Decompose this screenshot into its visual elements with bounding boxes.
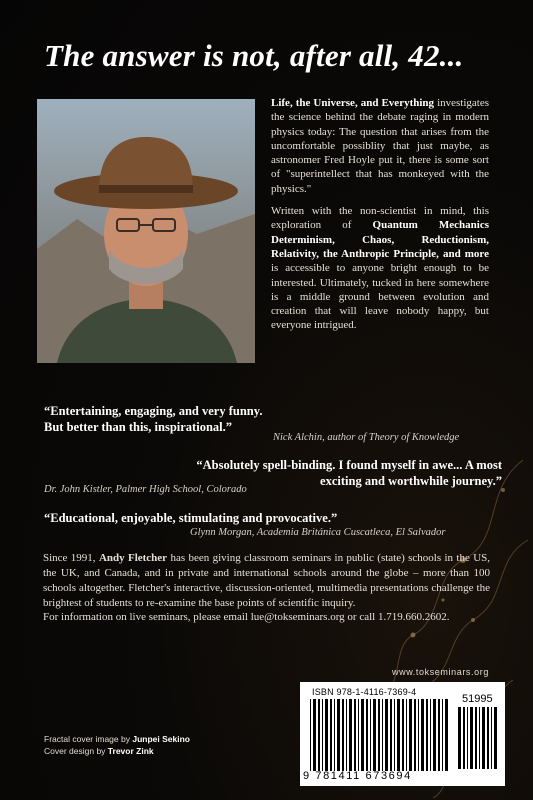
quote-2-line-1: “Absolutely spell-binding. I found myself in awe... A most [196, 458, 502, 472]
fractal-credit-name: Junpei Sekino [132, 734, 190, 744]
design-credit [44, 745, 190, 757]
quote-1-attribution: Nick Alchin, author of Theory of Knowledge [273, 432, 460, 443]
price-barcode-bars [458, 707, 500, 769]
barcode-bar [337, 699, 340, 771]
description-paragraph-2 [271, 204, 489, 333]
barcode-box [300, 682, 505, 786]
barcode-bar [390, 699, 392, 771]
barcode-bar [406, 699, 407, 771]
bio-text-a: Since 1991, [43, 552, 96, 564]
quote-3-line-1: “Educational, enjoyable, stimulating and provocative.” [44, 511, 338, 525]
design-credit-name: Trevor Zink [107, 746, 154, 757]
barcode-bar [322, 699, 323, 771]
barcode-bar [382, 699, 383, 771]
quote-1 [44, 403, 262, 436]
quote-2-attribution: Dr. John Kistler, Palmer High School, Colorado [44, 484, 247, 495]
barcode-bar [418, 699, 419, 771]
barcode-bar [475, 707, 477, 769]
headline: The answer is not, after all, 42... [44, 38, 464, 73]
barcode-bar [330, 699, 332, 771]
barcode-bar [334, 699, 335, 771]
barcode-bar [325, 699, 328, 771]
contact-info: For information on live seminars, please email lue@tokseminars.org or call 1.719.660.2602. [43, 611, 450, 624]
book-title: Life, the Universe, and Everything [271, 97, 435, 109]
barcode-bar [318, 699, 320, 771]
barcode-bar [426, 699, 428, 771]
author-name: Andy Fletcher [98, 552, 168, 564]
barcode-bar [479, 707, 480, 769]
description-text-2a: Written with the non-scientist in mind, this exploration of [271, 205, 489, 232]
barcode-bar [402, 699, 404, 771]
author-photo [37, 99, 255, 363]
quote-2-line-2: exciting and worthwhile journey.” [320, 474, 502, 489]
barcode-bar [366, 699, 368, 771]
description-text-1: investigates the science behind the debate raging in modern physics today: The question that arises from the uncomfortable possiblity that just maybe, as astronomer Fred Hoyle put it, there is some sort of "superintellect that has monkeyed with the physics." [271, 97, 489, 195]
barcode-bar [458, 707, 461, 769]
design-credit-text: Cover design by [44, 746, 106, 757]
description-paragraph-1 [271, 96, 489, 196]
barcode-bar [310, 699, 311, 771]
barcode-bar [482, 707, 485, 769]
barcode-bar [373, 699, 376, 771]
barcode-bar [414, 699, 416, 771]
quote-1-line-2: But better than this, inspirational.” [44, 420, 232, 435]
description-text-2b: is accessible to anyone bright enough to be interested. Ultimately, tucked in here somewhere is a middle ground between evolution and creation that will leave nobody happy, but everyone intrigued. [271, 262, 489, 332]
quote-3 [44, 510, 337, 526]
barcode-bar [397, 699, 400, 771]
barcode-bar [342, 699, 344, 771]
topic-list: Quantum Mechanics Determinism, Chaos, Reductionism, Relativity, the Anthropic Principle, and more [271, 219, 489, 260]
barcode-digits: 9 781411 673694 [303, 770, 412, 782]
barcode-bar [487, 707, 489, 769]
barcode-bar [349, 699, 352, 771]
bio-paragraph [43, 551, 490, 610]
barcode-bar [494, 707, 497, 769]
book-description [271, 96, 489, 341]
barcode-bar [467, 707, 468, 769]
barcode-bar [470, 707, 473, 769]
barcode-bar [433, 699, 436, 771]
barcode-bar [409, 699, 412, 771]
barcode-bar [394, 699, 395, 771]
fractal-credit-text: Fractal cover image by [44, 734, 130, 744]
barcode-bar [430, 699, 431, 771]
cover-credits [44, 733, 190, 758]
price-code: 51995 [462, 693, 493, 705]
barcode-bar [361, 699, 364, 771]
quote-3-attribution: Glynn Morgan, Academia Británica Cuscatleca, El Salvador [190, 527, 446, 538]
barcode-bar [358, 699, 359, 771]
barcode-bar [370, 699, 371, 771]
bio-text-b: has been giving classroom seminars in public (state) schools in the US, the UK, and Canada, and in private and international schools around the globe – more than 100 schools altogether. Fletcher's interactive, discussion-oriented, multimedia presentations challenge the brightest of students to re-examine the base points of scientific inquiry. [43, 552, 491, 609]
barcode-bar [491, 707, 492, 769]
isbn-text: ISBN 978-1-4116-7369-4 [312, 687, 417, 697]
barcode-bar [463, 707, 465, 769]
barcode-bar [421, 699, 424, 771]
barcode-bar [354, 699, 356, 771]
fractal-credit [44, 733, 190, 745]
barcode-bars [310, 699, 450, 771]
barcode-bar [378, 699, 380, 771]
author-bio [43, 551, 490, 625]
website-url: www.tokseminars.org [392, 667, 489, 677]
barcode-bar [346, 699, 347, 771]
barcode-bar [385, 699, 388, 771]
quote-1-line-1: “Entertaining, engaging, and very funny. [44, 404, 263, 418]
barcode-bar [445, 699, 448, 771]
barcode-bar [313, 699, 316, 771]
barcode-bar [442, 699, 443, 771]
barcode-bar [438, 699, 440, 771]
